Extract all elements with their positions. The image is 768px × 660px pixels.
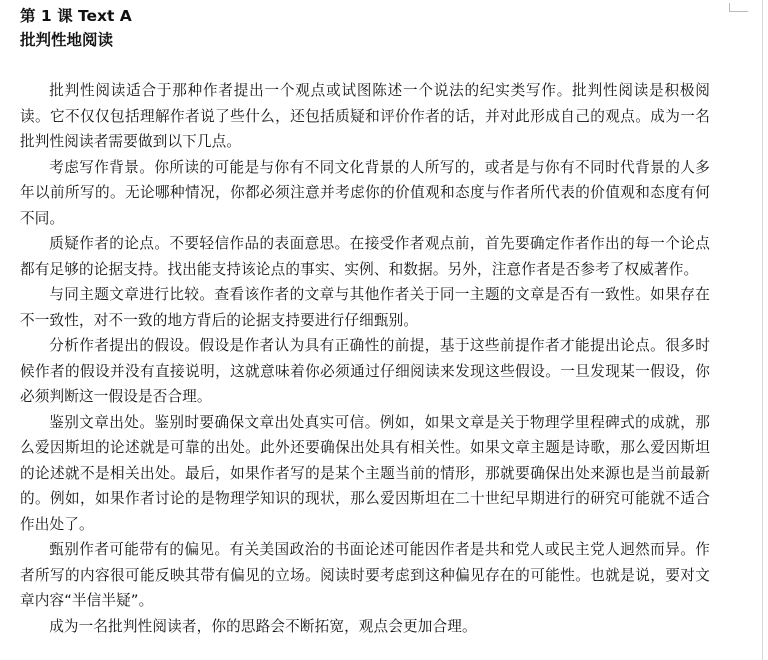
lesson-subtitle: 批判性地阅读: [20, 31, 114, 49]
paragraph-assumptions: 分析作者提出的假设。假设是作者认为具有正确性的前提，基于这些前提作者才能提出论点。很多时候作者的假设并没有直接说明，这就意味着你必须通过仔细阅读来发现这些假设。一旦发现某一假设，你必须判断这一假设是否合理。: [20, 337, 710, 405]
article-body: [20, 78, 710, 639]
paragraph-conclusion: 成为一名批判性阅读者，你的思路会不断拓宽，观点会更加合理。: [49, 617, 477, 635]
page-corner-mark: [729, 3, 748, 12]
paragraph-question-claims: 质疑作者的论点。不要轻信作品的表面意思。在接受作者观点前，首先要确定作者作出的每一个论点都有足够的论据支持。找出能支持该论点的事实、实例、和数据。另外，注意作者是否参考了权威著作。: [20, 235, 710, 278]
lesson-title: 第 1 课 Text A: [20, 7, 132, 25]
paragraph-context: 考虑写作背景。你所读的可能是与你有不同文化背景的人所写的，或者是与你有不同时代背景的人多年以前所写的。无论哪种情况，你都必须注意并考虑你的价值观和态度与作者所代表的价值观和态度有何不同。: [20, 158, 710, 227]
paragraph-bias: 甄别作者可能带有的偏见。有关美国政治的书面论述可能因作者是共和党人或民主党人迥然而异。作者所写的内容很可能反映其带有偏见的立场。阅读时要考虑到这种偏见存在的可能性。也就是说，要对文章内容“半信半疑”。: [20, 541, 710, 609]
paragraph-intro: 批判性阅读适合于那种作者提出一个观点或试图陈述一个说法的纪实类写作。批判性阅读是积极阅读。它不仅仅包括理解作者说了些什么，还包括质疑和评价作者的话，并对此形成自己的观点。成为一名批判性阅读者需要做到以下几点。: [20, 82, 710, 150]
paragraph-sources: 鉴别文章出处。鉴别时要确保文章出处真实可信。例如，如果文章是关于物理学里程碑式的成就，那么爱因斯坦的论述就是可靠的出处。此外还要确保出处具有相关性。如果文章主题是诗歌，那么爱因斯坦的论述就不是相关出处。最后，如果作者写的是某个主题当前的情形，那就要确保出处来源也是当前最新的。例如，如果作者讨论的是物理学知识的现状，那么爱因斯坦在二十世纪早期进行的研究可能就不适合作出处了。: [20, 413, 710, 533]
paragraph-compare: 与同主题文章进行比较。查看该作者的文章与其他作者关于同一主题的文章是否有一致性。如果存在不一致性，对不一致的地方背后的论据支持要进行仔细甄别。: [20, 286, 710, 329]
page-edge-rule: [762, 0, 763, 660]
